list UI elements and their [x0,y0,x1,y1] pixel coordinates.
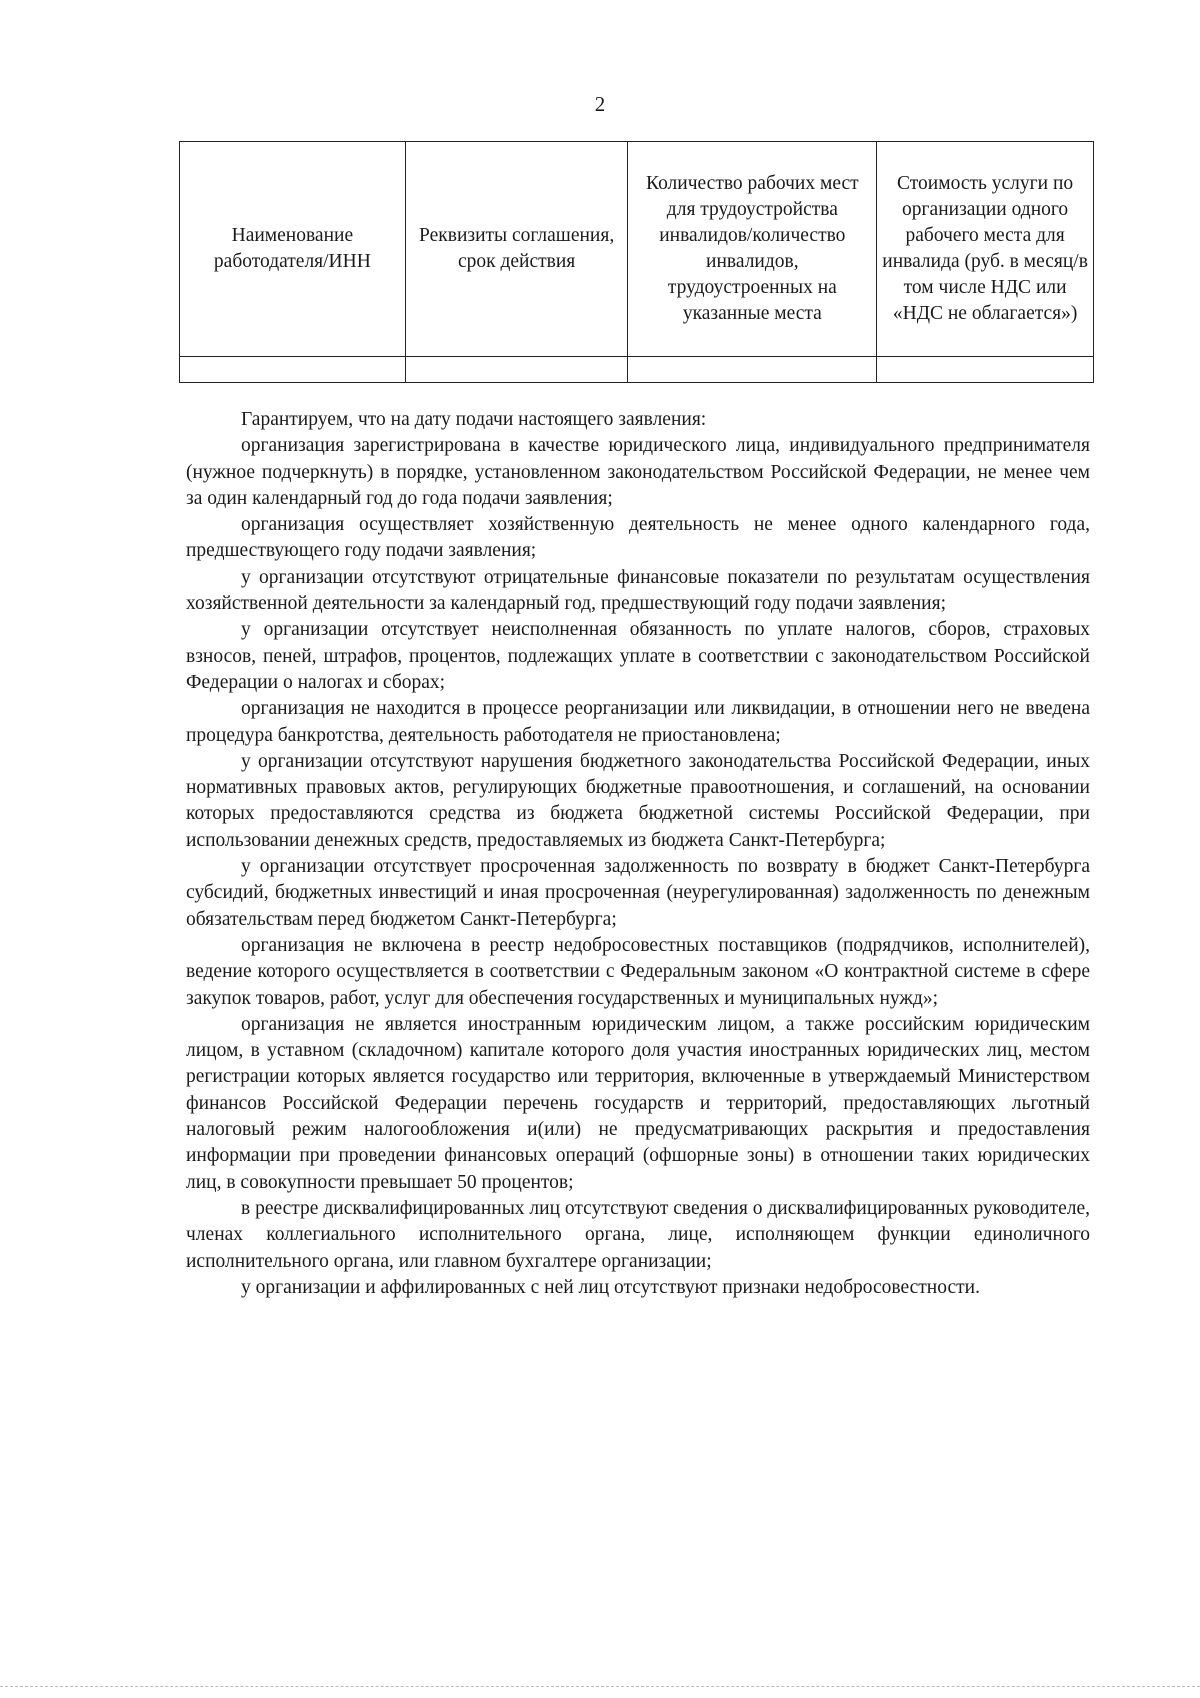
guarantee-item: организация не включена в реестр недобросовестных поставщиков (подрядчиков, исполнителей), ведение которого осуществляется в соответствии с Федеральным законом «О контрактной системе в сфере закупок товаров, работ, услуг для обеспечения государственных и муниципальных нужд»; [186,934,1090,1009]
header-workplace-cost: Стоимость услуги по организации одного рабочего места для инвалида (руб. в месяц/в том числе НДС или «НДС не облагается») [877,142,1094,357]
table-cell [405,357,628,383]
requisites-table [179,141,1094,383]
guarantee-item: у организации отсутствует неисполненная обязанность по уплате налогов, сборов, страховых взносов, пеней, штрафов, процентов, подлежащих уплате в соответствии с законодательством Российской Федерации о налогах и сборах; [186,619,1090,693]
guarantee-item: у организации и аффилированных с ней лиц отсутствуют признаки недобросовестности. [241,1276,980,1298]
guarantee-item: у организации отсутствуют нарушения бюджетного законодательства Российской Федерации, иных нормативных правовых актов, регулирующих бюджетные правоотношения, и соглашений, на основании которых предоставляются средства из бюджета бюджетной системы Российской Федерации, при использовании денежных средств, предоставляемых из бюджета Санкт-Петербурга; [186,750,1090,851]
guarantee-item: организация не находится в процессе реорганизации или ликвидации, в отношении него не введена процедура банкротства, деятельность работодателя не приостановлена; [186,698,1090,746]
page-number: 2 [594,92,606,116]
guarantee-item: у организации отсутствуют отрицательные финансовые показатели по результатам осуществления хозяйственной деятельности за календарный год, предшествующий году подачи заявления; [186,566,1090,615]
scan-edge-line [0,1686,1200,1687]
guarantee-intro: Гарантируем, что на дату подачи настоящего заявления: [241,409,707,430]
guarantee-item: организация не является иностранным юридическим лицом, а также российским юридическим лицом, в уставном (складочном) капитале которого доля участия иностранных юридических лиц, местом регистрации которых является государство или территория, включенные в утверждаемый Министерством финансов Российской Федерации перечень государств и территорий, предоставляющих льготный налоговый режим налогообложения и(или) не предусматривающих раскрытия и предоставления информации при проведении финансовых операций (офшорные зоны) в отношении таких юридических лиц, в совокупности превышает 50 процентов; [186,1013,1090,1193]
table-row [180,357,1094,383]
guarantee-text [186,407,1090,1301]
guarantee-item: организация осуществляет хозяйственную деятельность не менее одного календарного года, предшествующего году подачи заявления; [186,514,1090,562]
header-employer-name: Наименование работодателя/ИНН [180,142,406,357]
table-header-row [180,142,1094,357]
header-workplaces-count: Количество рабочих мест для трудоустройства инвалидов/количество инвалидов, трудоустроенных на указанные места [628,142,877,357]
table-cell [628,357,877,383]
header-agreement-details: Реквизиты соглашения, срок действия [405,142,628,357]
table-cell [180,357,406,383]
guarantee-item: у организации отсутствует просроченная задолженность по возврату в бюджет Санкт-Петербурга субсидий, бюджетных инвестиций и иная просроченная (неурегулированная) задолженность по денежным обязательствам перед бюджетом Санкт-Петербурга; [186,856,1090,930]
guarantee-item: в реестре дисквалифицированных лиц отсутствуют сведения о дисквалифицированных руководителе, членах коллегиального исполнительного органа, лице, исполняющем функции единоличного исполнительного органа, или главном бухгалтере организации; [186,1197,1090,1272]
guarantee-item: организация зарегистрирована в качестве юридического лица, индивидуального предпринимателя (нужное подчеркнуть) в порядке, установленном законодательством Российской Федерации, не менее чем за один календарный год до года подачи заявления; [186,435,1090,509]
table-cell [877,357,1094,383]
